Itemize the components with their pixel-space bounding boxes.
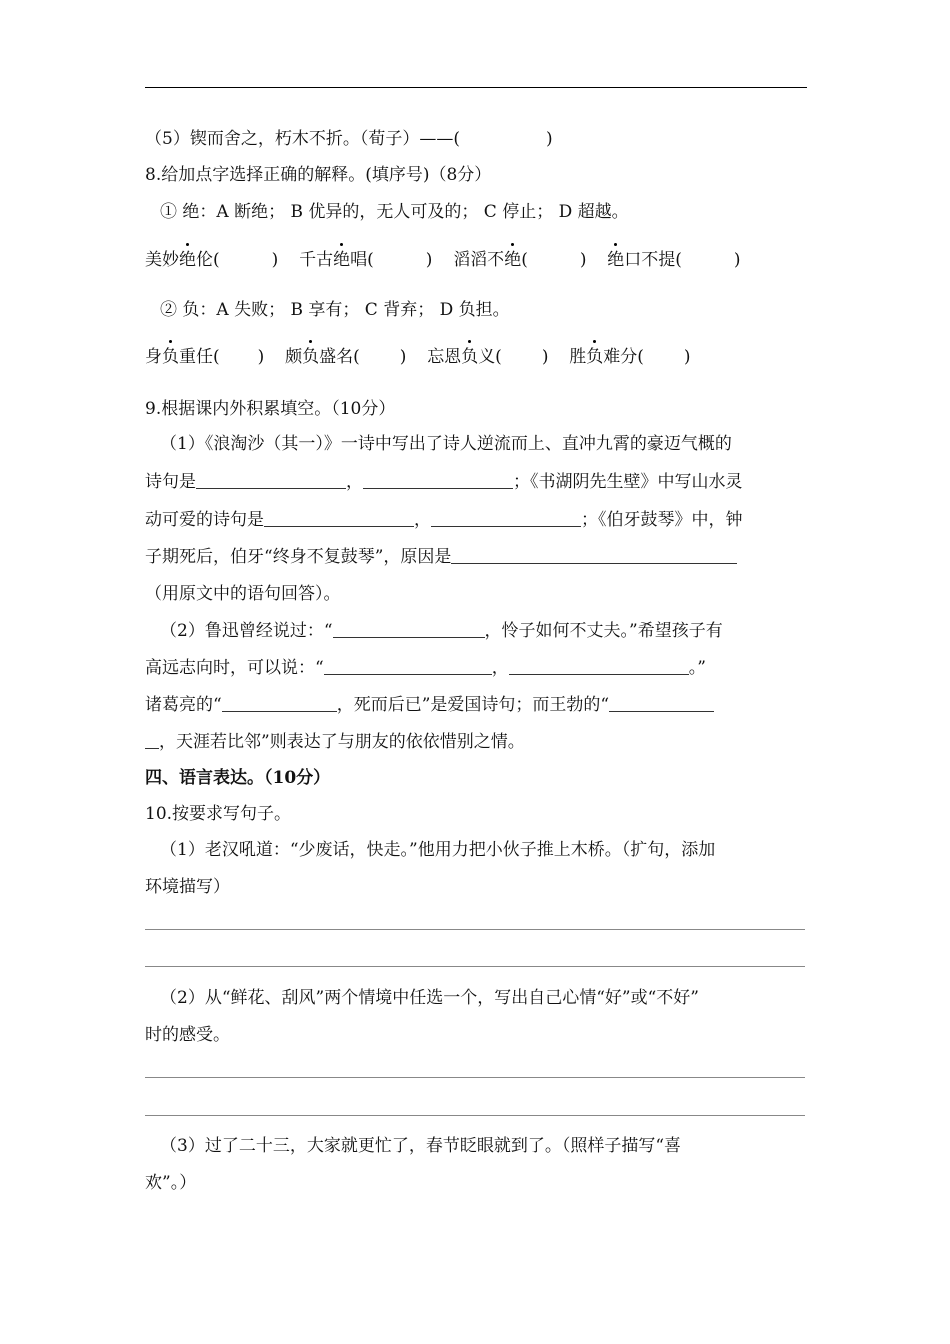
q10-sentence3-line2: 欢”。） bbox=[145, 1173, 197, 1193]
answer-blank[interactable] bbox=[363, 472, 513, 489]
q8-fu-definitions: ② 负：A 失败； B 享有； C 背弃； D 负担。 bbox=[160, 300, 510, 320]
fu-item: 胜负难分( bbox=[569, 347, 644, 367]
q10-sentence1-line1: （1）老汉吼道：“少废话，快走。”他用力把小伙子推上木桥。（扩句，添加 bbox=[160, 840, 716, 860]
section-4-heading: 四、语言表达。（10分） bbox=[145, 768, 331, 788]
jue-item: 美妙绝伦( bbox=[145, 250, 220, 270]
q8-jue-definitions: ① 绝：A 断绝； B 优异的，无人可及的； C 停止； D 超越。 bbox=[160, 202, 629, 222]
q10-sentence2-line1: （2）从“鲜花、刮风”两个情境中任选一个，写出自己心情“好”或“不好” bbox=[160, 988, 699, 1008]
q10-sentence3-line1: （3）过了二十三，大家就更忙了，春节眨眼就到了。（照样子描写“喜 bbox=[160, 1136, 682, 1156]
q9-part2-line1: （2）鲁迅曾经说过：“ ，怜子如何不丈夫。”希望孩子有 bbox=[160, 621, 723, 641]
jue-item: 滔滔不绝( bbox=[453, 250, 528, 270]
q9-part1-line1: （1）《浪淘沙（其一）》一诗中写出了诗人逆流而上、直冲九霄的豪迈气概的 bbox=[160, 434, 732, 454]
writing-line[interactable] bbox=[145, 1115, 805, 1116]
answer-blank[interactable] bbox=[264, 510, 414, 527]
fu-item: 颇负盛名( bbox=[285, 347, 360, 367]
jue-item: 绝口不提( bbox=[607, 250, 682, 270]
q9-part1-line4: 子期死后，伯牙“终身不复鼓琴”，原因是 bbox=[145, 546, 737, 568]
answer-blank[interactable] bbox=[196, 472, 346, 489]
q10-sentence2-line2: 时的感受。 bbox=[145, 1025, 230, 1045]
q9-title: 9.根据课内外积累填空。（10分） bbox=[145, 399, 396, 419]
q9-part1-line2: 诗句是 ， ；《书湖阴先生壁》中写山水灵 bbox=[145, 472, 743, 492]
answer-blank[interactable] bbox=[451, 547, 737, 564]
answer-blank[interactable] bbox=[431, 510, 581, 527]
q8-fu-items: 身负重任( ) 颇负盛名( ) 忘恩负义( ) 胜负难分( ) bbox=[145, 347, 691, 367]
header-rule bbox=[145, 87, 807, 88]
q9-part1-line5: （用原文中的语句回答）。 bbox=[145, 584, 341, 604]
answer-blank[interactable] bbox=[222, 695, 337, 712]
q8-title: 8.给加点字选择正确的解释。(填序号)（8分） bbox=[145, 165, 492, 185]
q10-title: 10.按要求写句子。 bbox=[145, 804, 292, 824]
q9-part2-line3: 诸葛亮的“ ，死而后已”是爱国诗句；而王勃的“ bbox=[145, 694, 714, 716]
answer-blank[interactable] bbox=[333, 621, 485, 638]
answer-blank[interactable] bbox=[145, 732, 159, 749]
q10-sentence1-line2: 环境描写） bbox=[145, 877, 230, 897]
writing-line[interactable] bbox=[145, 929, 805, 930]
answer-blank[interactable] bbox=[324, 658, 492, 675]
q9-part2-line4: ，天涯若比邻”则表达了与朋友的依依惜别之情。 bbox=[145, 731, 525, 753]
answer-blank[interactable] bbox=[609, 695, 714, 712]
writing-line[interactable] bbox=[145, 966, 805, 967]
fu-item: 忘恩负义( bbox=[427, 347, 502, 367]
q7-item-5: （5）锲而舍之，朽木不折。（荀子）——( ) bbox=[145, 129, 553, 149]
q9-part2-line2: 高远志向时，可以说：“ ， 。” bbox=[145, 658, 706, 678]
writing-line[interactable] bbox=[145, 1077, 805, 1078]
fu-item: 身负重任( bbox=[145, 347, 220, 367]
q8-jue-items: 美妙绝伦( ) 千古绝唱( ) 滔滔不绝( ) 绝口不提( ) bbox=[145, 250, 741, 270]
answer-blank[interactable] bbox=[509, 658, 689, 675]
jue-item: 千古绝唱( bbox=[299, 250, 374, 270]
q9-part1-line3: 动可爱的诗句是 ， ；《伯牙鼓琴》中，钟 bbox=[145, 510, 743, 530]
